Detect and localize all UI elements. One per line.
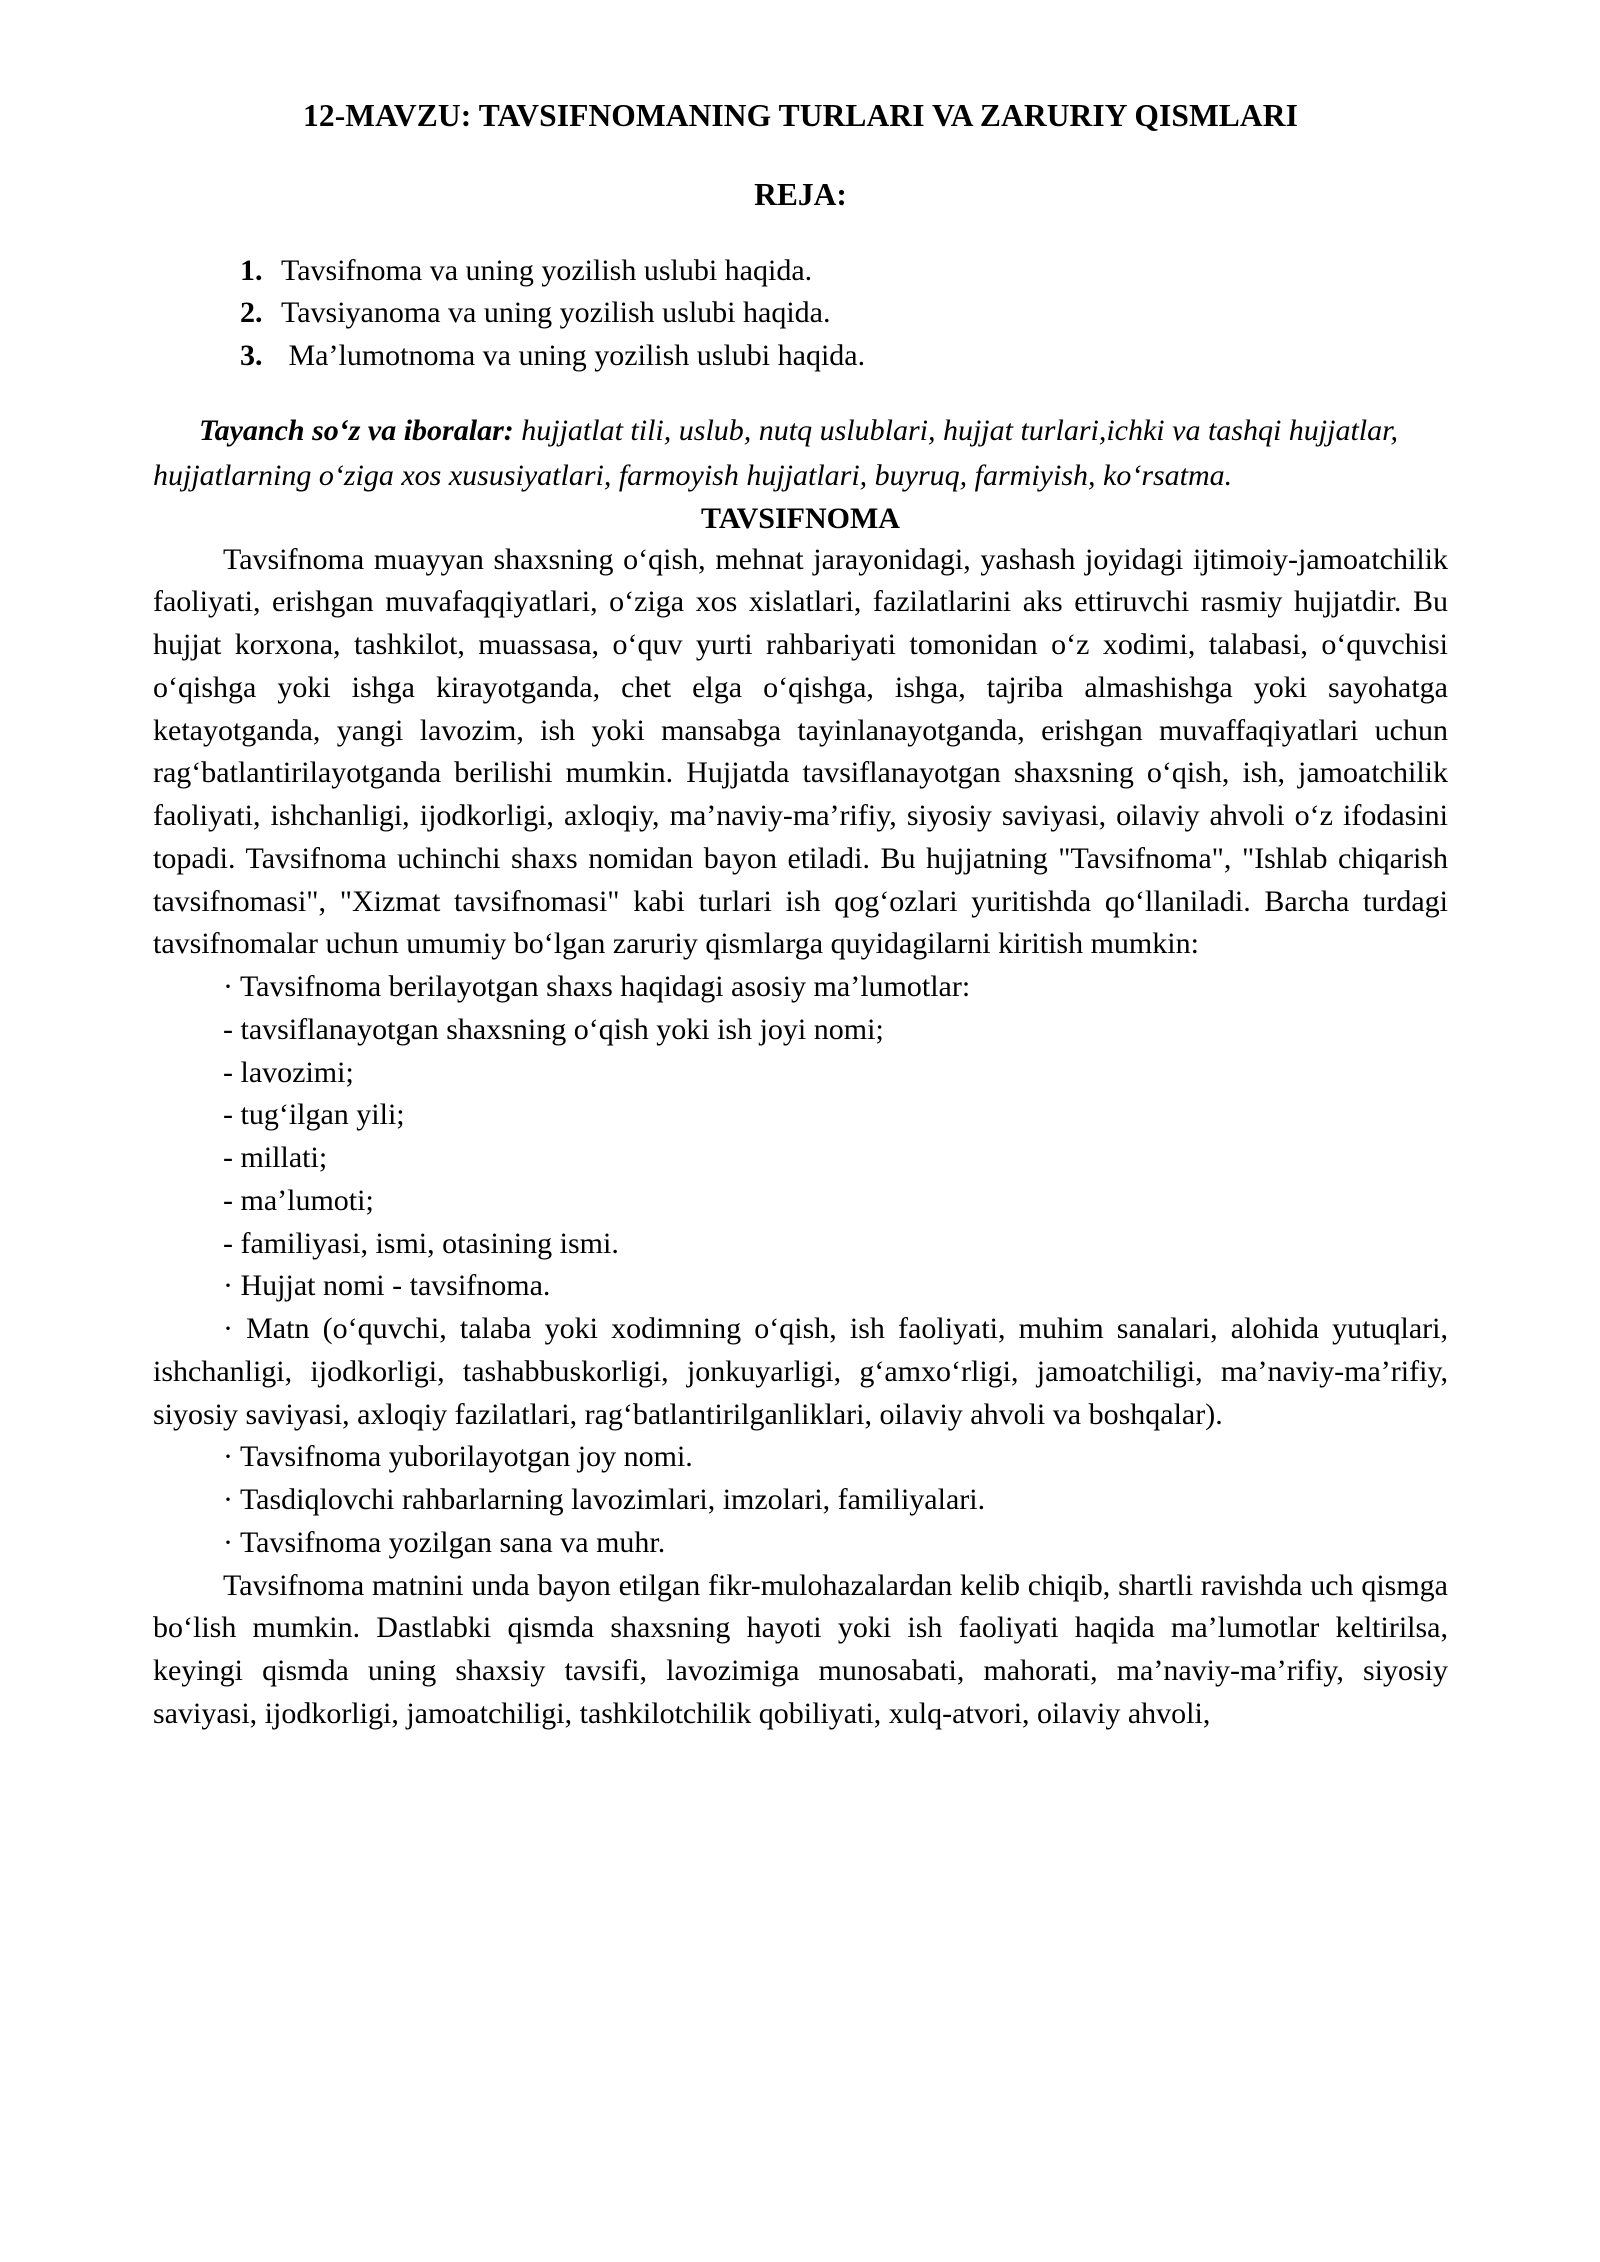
list-item-label: Tavsifnoma va uning yozilish uslubi haqida. <box>281 253 813 287</box>
bullet-item: · Hujjat nomi - tavsifnoma. <box>223 1269 551 1303</box>
list-item <box>153 250 1448 293</box>
bullet-item: - ma’lumoti; <box>223 1183 374 1217</box>
list-item-number: 3. <box>240 339 263 373</box>
body-paragraph-2: Tavsifnoma matnini unda bayon etilgan fikr-mulohazalardan kelib chiqib, shartli ravishda uch qismga bo‘lish mumkin. Dastlabki qismda shaxsning hayoti yoki ish faoliyati haqida ma’lumotlar keltirilsa, keyingi qismda uning shaxsiy tavsifi, lavozimiga munosabati, mahorati, ma’naviy-ma’rifiy, siyosiy saviyasi, ijodkorligi, jamoatchiligi, tashkilotchilik qobiliyati, xulq-atvori, oilaviy ahvoli, <box>153 1568 1448 1730</box>
list-item <box>153 335 1448 378</box>
bullet-item: · Tavsifnoma yuborilayotgan joy nomi. <box>223 1440 693 1474</box>
requirements-list-2 <box>153 1436 1448 1564</box>
list-item-label: Ma’lumotnoma va uning yozilish uslubi haqida. <box>281 339 866 373</box>
list-item-label: Tavsiyanoma va uning yozilish uslubi haqida. <box>281 296 831 330</box>
bullet-item: - lavozimi; <box>223 1055 354 1089</box>
plan-heading: REJA: <box>754 176 847 212</box>
bullet-item-matn-text: · Matn (o‘quvchi, talaba yoki xodimning o‘qish, ish faoliyati, muhim sanalari, alohida yutuqlari, ishchanligi, ijodkorligi, tashabbuskorligi, jonkuyarligi, g‘amxo‘rligi, jamoatchiligi, ma’naviy-ma’rifiy, siyosiy saviyasi, axloqiy fazilatlari, rag‘batlantirilganliklari, oilaviy ahvoli va boshqalar). <box>153 1312 1448 1431</box>
page-title: 12-MAVZU: TAVSIFNOMANING TURLARI VA ZARURIY QISMLARI <box>303 98 1298 133</box>
bullet-item-matn <box>153 1308 1448 1436</box>
keywords-paragraph <box>153 408 1448 498</box>
plan-list <box>153 250 1448 379</box>
keywords-label: Tayanch so‘z va iboralar: <box>199 414 514 448</box>
requirements-list-1 <box>153 966 1448 1308</box>
list-item <box>153 292 1448 335</box>
section-heading-tavsifnoma: TAVSIFNOMA <box>701 502 900 536</box>
bullet-item: - millati; <box>223 1141 328 1175</box>
bullet-item: - tug‘ilgan yili; <box>223 1098 405 1132</box>
bullet-item: - familiyasi, ismi, otasining ismi. <box>223 1226 619 1260</box>
bullet-item: · Tavsifnoma berilayotgan shaxs haqidagi asosiy ma’lumotlar: <box>223 970 971 1004</box>
body-paragraph-1: Tavsifnoma muayyan shaxsning o‘qish, mehnat jarayonidagi, yashash joyidagi ijtimoiy-jamoatchilik faoliyati, erishgan muvafaqqiyatlari, o‘ziga xos xislatlari, fazilatlarini aks ettiruvchi rasmiy hujjatdir. Bu hujjat korxona, tashkilot, muassasa, o‘quv yurti rahbariyati tomonidan o‘z xodimi, talabasi, o‘quvchisi o‘qishga yoki ishga kirayotganda, chet elga o‘qishga, ishga, tajriba almashishga yoki sayohatga ketayotganda, yangi lavozim, ish yoki mansabga tayinlanayotganda, erishgan muvaffaqiyatlari uchun rag‘batlantirilayotganda berilishi mumkin. Hujjatda tavsiflanayotgan shaxsning o‘qish, ish, jamoatchilik faoliyati, ishchanligi, ijodkorligi, axloqiy, ma’naviy-ma’rifiy, siyosiy saviyasi, oilaviy ahvoli o‘z ifodasini topadi. Tavsifnoma uchinchi shaxs nomidan bayon etiladi. Bu hujjatning "Tavsifnoma", "Ishlab chiqarish tavsifnomasi", "Xizmat tavsifnomasi" kabi turlari ish qog‘ozlari yuritishda qo‘llaniladi. Barcha turdagi tavsifnomalar uchun umumiy bo‘lgan zaruriy qismlarga quyidagilarni kiritish mumkin: <box>153 542 1448 961</box>
bullet-item: - tavsiflanayotgan shaxsning o‘qish yoki ish joyi nomi; <box>223 1012 884 1046</box>
list-item-number: 2. <box>240 296 263 330</box>
list-item-number: 1. <box>240 253 263 287</box>
keywords-text: hujjatlat tili, uslub, nutq uslublari, hujjat turlari,ichki va tashqi hujjatlar, hujjatlarning o‘ziga xos xususiyatlari, farmoyish hujjatlari, buyruq, farmiyish, ko‘rsatma. <box>153 414 1398 493</box>
bullet-item: · Tasdiqlovchi rahbarlarning lavozimlari, imzolari, familiyalari. <box>223 1483 986 1517</box>
bullet-item: · Tavsifnoma yozilgan sana va muhr. <box>223 1525 666 1559</box>
